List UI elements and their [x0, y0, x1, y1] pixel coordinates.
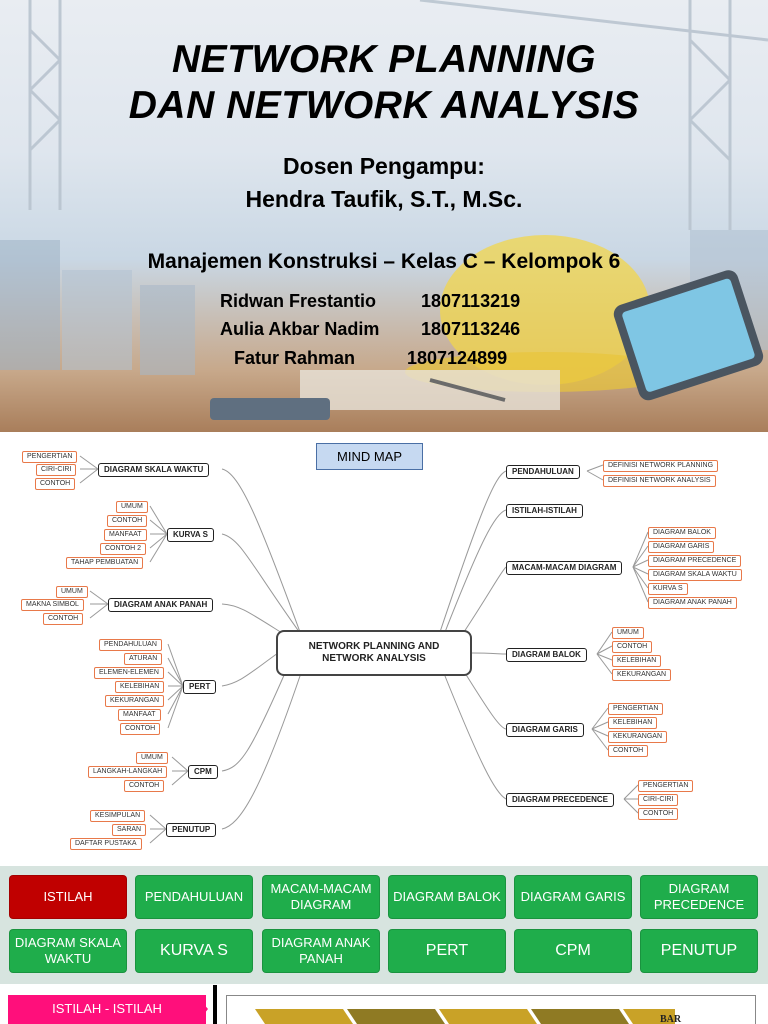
nav-diagram-anak-panah-button[interactable]: DIAGRAM ANAK PANAH: [262, 929, 380, 973]
member-name: Ridwan Frestantio: [220, 291, 377, 311]
nav-penutup-button[interactable]: PENUTUP: [640, 929, 758, 973]
branch-macam-macam-diagram[interactable]: MACAM-MACAM DIAGRAM: [506, 561, 622, 575]
leaf-diagram-skala-waktu[interactable]: DIAGRAM SKALA WAKTU: [648, 569, 742, 581]
leaf-pendahuluan[interactable]: PENDAHULUAN: [99, 639, 162, 651]
title-slide: [0, 0, 768, 432]
member-id: 1807113219: [421, 291, 521, 311]
leaf-daftar-pustaka[interactable]: DAFTAR PUSTAKA: [70, 838, 142, 850]
branch-pert[interactable]: PERT: [183, 680, 216, 694]
branch-diagram-anak-panah[interactable]: DIAGRAM ANAK PANAH: [108, 598, 213, 612]
leaf-ciri-ciri[interactable]: CIRI-CIRI: [638, 794, 678, 806]
mind-map-center-node: NETWORK PLANNING AND NETWORK ANALYSIS: [276, 630, 472, 676]
leaf-makna-simbol[interactable]: MAKNA SIMBOL: [21, 599, 84, 611]
mind-map-button[interactable]: MIND MAP: [316, 443, 423, 470]
nav-macam-macam-diagram-button[interactable]: MACAM-MACAM DIAGRAM: [262, 875, 380, 919]
leaf-manfaat[interactable]: MANFAAT: [104, 529, 147, 541]
leaf-manfaat[interactable]: MANFAAT: [118, 709, 161, 721]
leaf-umum[interactable]: UMUM: [116, 501, 148, 513]
nav-diagram-skala-waktu-button[interactable]: DIAGRAM SKALA WAKTU: [9, 929, 127, 973]
leaf-definisi-network-planning[interactable]: DEFINISI NETWORK PLANNING: [603, 460, 718, 472]
navigation-slide: [0, 866, 768, 984]
leaf-elemen-elemen[interactable]: ELEMEN-ELEMEN: [94, 667, 164, 679]
leaf-pengertian[interactable]: PENGERTIAN: [608, 703, 663, 715]
leaf-langkah-langkah[interactable]: LANGKAH-LANGKAH: [88, 766, 167, 778]
leaf-diagram-garis[interactable]: DIAGRAM GARIS: [648, 541, 714, 553]
leaf-kurva-s[interactable]: KURVA S: [648, 583, 688, 595]
branch-pendahuluan[interactable]: PENDAHULUAN: [506, 465, 580, 479]
leaf-umum[interactable]: UMUM: [136, 752, 168, 764]
leaf-umum[interactable]: UMUM: [56, 586, 88, 598]
leaf-kekurangan[interactable]: KEKURANGAN: [105, 695, 164, 707]
lecturer-name: Hendra Taufik, S.T., M.Sc.: [245, 186, 523, 212]
branch-diagram-garis[interactable]: DIAGRAM GARIS: [506, 723, 584, 737]
member-id: 1807124899: [407, 348, 508, 368]
branch-diagram-precedence[interactable]: DIAGRAM PRECEDENCE: [506, 793, 614, 807]
leaf-pengertian[interactable]: PENGERTIAN: [638, 780, 693, 792]
nav-diagram-garis-button[interactable]: DIAGRAM GARIS: [514, 875, 632, 919]
leaf-contoh[interactable]: CONTOH: [608, 745, 648, 757]
section-title-istilah[interactable]: ISTILAH - ISTILAH: [8, 995, 206, 1024]
leaf-aturan[interactable]: ATURAN: [124, 653, 162, 665]
mind-map-slide: [0, 433, 768, 865]
nav-diagram-balok-button[interactable]: DIAGRAM BALOK: [388, 875, 506, 919]
leaf-saran[interactable]: SARAN: [112, 824, 146, 836]
leaf-contoh[interactable]: CONTOH: [124, 780, 164, 792]
leaf-kelebihan[interactable]: KELEBIHAN: [612, 655, 661, 667]
title-line-2: DAN NETWORK ANALYSIS: [128, 84, 640, 127]
lecturer-label: Dosen Pengampu:: [283, 153, 485, 179]
branch-istilah-istilah[interactable]: ISTILAH-ISTILAH: [506, 504, 583, 518]
leaf-tahap-pembuatan[interactable]: TAHAP PEMBUATAN: [66, 557, 143, 569]
leaf-contoh[interactable]: CONTOH: [35, 478, 75, 490]
nav-pert-button[interactable]: PERT: [388, 929, 506, 973]
leaf-kekurangan[interactable]: KEKURANGAN: [612, 669, 671, 681]
title-line-1: NETWORK PLANNING: [172, 38, 596, 81]
leaf-definisi-network-analysis[interactable]: DEFINISI NETWORK ANALYSIS: [603, 475, 716, 487]
leaf-diagram-precedence[interactable]: DIAGRAM PRECEDENCE: [648, 555, 741, 567]
leaf-kelebihan[interactable]: KELEBIHAN: [115, 681, 164, 693]
leaf-contoh[interactable]: CONTOH: [107, 515, 147, 527]
leaf-kelebihan[interactable]: KELEBIHAN: [608, 717, 657, 729]
leaf-contoh[interactable]: CONTOH: [43, 613, 83, 625]
leaf-diagram-anak-panah[interactable]: DIAGRAM ANAK PANAH: [648, 597, 737, 609]
bar-label: BAR: [660, 1014, 682, 1024]
leaf-contoh[interactable]: CONTOH: [638, 808, 678, 820]
nav-istilah-button[interactable]: ISTILAH: [9, 875, 127, 919]
branch-penutup[interactable]: PENUTUP: [166, 823, 216, 837]
member-name: Fatur Rahman: [234, 348, 356, 368]
group-line: Manajemen Konstruksi – Kelas C – Kelompok 6: [147, 250, 621, 273]
nav-kurva-s-button[interactable]: KURVA S: [135, 929, 253, 973]
leaf-contoh[interactable]: CONTOH: [120, 723, 160, 735]
branch-diagram-skala-waktu[interactable]: DIAGRAM SKALA WAKTU: [98, 463, 209, 477]
leaf-contoh-2[interactable]: CONTOH 2: [100, 543, 146, 555]
branch-cpm[interactable]: CPM: [188, 765, 218, 779]
leaf-diagram-balok[interactable]: DIAGRAM BALOK: [648, 527, 716, 539]
leaf-kesimpulan[interactable]: KESIMPULAN: [90, 810, 145, 822]
nav-cpm-button[interactable]: CPM: [514, 929, 632, 973]
leaf-contoh[interactable]: CONTOH: [612, 641, 652, 653]
leaf-kekurangan[interactable]: KEKURANGAN: [608, 731, 667, 743]
leaf-umum[interactable]: UMUM: [612, 627, 644, 639]
member-id: 1807113246: [421, 319, 521, 339]
section-title-arrow: [196, 995, 208, 1024]
vertical-divider: [213, 985, 217, 1024]
nav-diagram-precedence-button[interactable]: DIAGRAM PRECEDENCE: [640, 875, 758, 919]
member-name: Aulia Akbar Nadim: [220, 319, 380, 339]
leaf-ciri-ciri[interactable]: CIRI-CIRI: [36, 464, 76, 476]
chevron-process-arrows: [255, 1007, 675, 1024]
nav-pendahuluan-button[interactable]: PENDAHULUAN: [135, 875, 253, 919]
branch-kurva-s[interactable]: KURVA S: [167, 528, 214, 542]
leaf-pengertian[interactable]: PENGERTIAN: [22, 451, 77, 463]
branch-diagram-balok[interactable]: DIAGRAM BALOK: [506, 648, 587, 662]
istilah-slide-preview: [0, 985, 768, 1024]
